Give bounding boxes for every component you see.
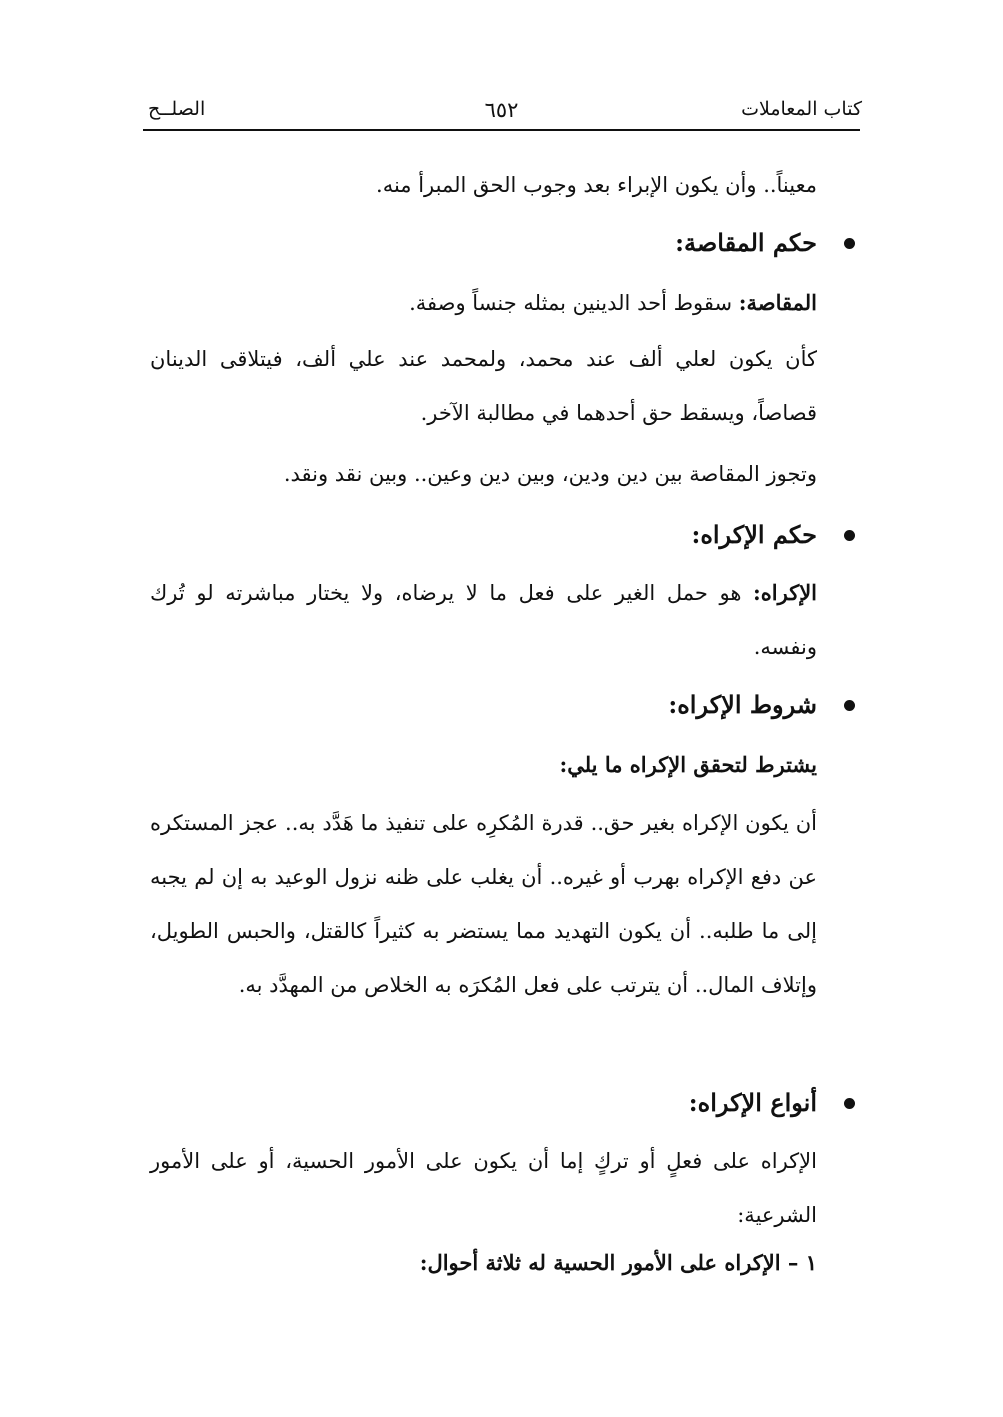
bullet-icon [844,700,855,711]
bullet-icon [844,1098,855,1109]
definition-text: سقوط أحد الدينين بمثله جنساً وصفة. [409,291,739,315]
example-paragraph: كأن يكون لعلي ألف عند محمد، ولمحمد عند علي ألف، فيتلاقى الدينان قصاصاً، ويسقط حق أحدهما في مطالبة الآخر. [150,347,817,425]
continuation-paragraph: معيناً.. وأن يكون الإبراء بعد وجوب الحق المبرأ منه. [376,173,817,197]
header-rule [143,129,860,131]
permissible-paragraph: وتجوز المقاصة بين دين ودين، وبين دين وعين.. وبين نقد ونقد. [283,462,817,486]
defined-term: الإكراه: [753,580,817,605]
heading-text: أنواع الإكراه: [688,1088,817,1117]
defined-term: المقاصة: [738,290,817,315]
bullet-icon [844,238,855,249]
definition-muqassa [150,276,817,330]
page-number: ٦٥٢ [484,98,519,122]
running-header-chapter: الصلــح [148,98,206,120]
section-heading-conditions [150,678,817,732]
definition-text: هو حمل الغير على فعل ما لا يرضاه، ولا يختار مباشرته لو تُرك ونفسه. [150,581,817,659]
running-header-book-title: كتاب المعاملات [741,98,862,120]
conditions-intro: يشترط لتحقق الإكراه ما يلي: [559,752,817,777]
section-heading-muqassa [150,216,817,270]
heading-text: شروط الإكراه: [668,690,817,719]
section-heading-types [150,1076,817,1130]
definition-ikrah [150,566,817,674]
types-list-item-1: ١ – الإكراه على الأمور الحسية له ثلاثة أحوال: [419,1250,817,1275]
heading-text: حكم الإكراه: [691,520,817,549]
types-paragraph: الإكراه على فعلٍ أو تركٍ إما أن يكون على الأمور الحسية، أو على الأمور الشرعية: [150,1149,817,1227]
section-heading-ikrah [150,508,817,562]
bullet-icon [844,530,855,541]
heading-text: حكم المقاصة: [675,228,817,257]
conditions-paragraph: أن يكون الإكراه بغير حق.. قدرة المُكرِه على تنفيذ ما هَدَّد به.. عجز المستكره عن دفع الإكراه بهرب أو غيره.. أن يغلب على ظنه نزول الوعيد به إن لم يجبه إلى ما طلبه.. أن يكون التهديد مما يستضر به كثيراً كالقتل، والحبس الطويل، وإتلاف المال.. أن يترتب على فعل المُكرَه به الخلاص من المهدَّد به. [150,811,817,997]
